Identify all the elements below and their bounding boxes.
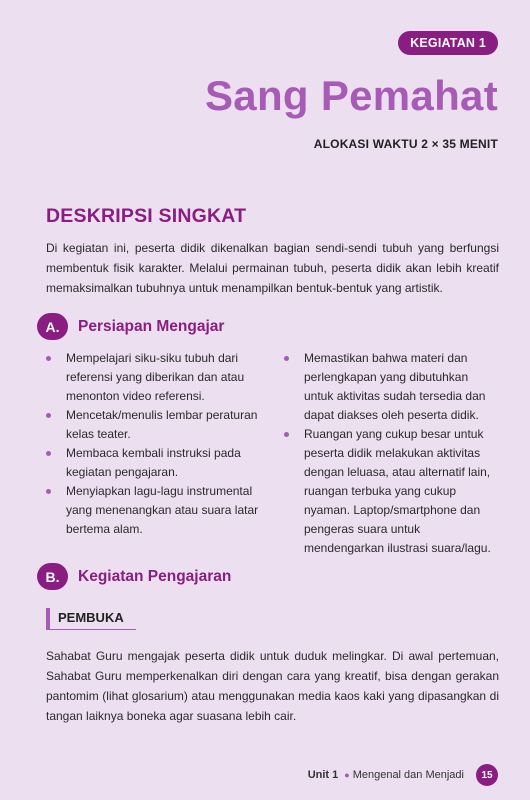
time-allocation: ALOKASI WAKTU 2 × 35 MENIT	[313, 137, 498, 151]
list-item: Menyiapkan lagu-lagu instrumental yang menenangkan atau suara latar bertema alam.	[44, 482, 266, 539]
opening-subheading: PEMBUKA	[46, 608, 136, 630]
preparation-list-left	[44, 349, 266, 539]
section-a-marker: A.	[37, 313, 68, 340]
section-a-header	[37, 313, 224, 340]
footer-unit: Unit 1	[307, 769, 339, 781]
list-item: Membaca kembali instruksi pada kegiatan pengajaran.	[44, 444, 266, 482]
list-item: Mempelajari siku-siku tubuh dari referensi yang diberikan dan atau menonton video referensi.	[44, 349, 266, 406]
preparation-list-right	[282, 349, 500, 558]
section-b-title: Kegiatan Pengajaran	[78, 567, 232, 585]
activity-badge: KEGIATAN 1	[398, 31, 498, 55]
list-item: Ruangan yang cukup besar untuk peserta didik melakukan aktivitas dengan leluasa, atau alternatif lain, ruangan terbuka yang cukup nyaman. Laptop/smartphone dan pengeras suara untuk mendengarkan ilustrasi suara/lagu.	[282, 425, 500, 558]
section-b-marker: B.	[37, 563, 68, 590]
footer-unit-title: Mengenal dan Menjadi	[352, 769, 464, 781]
section-a-title: Persiapan Mengajar	[78, 317, 225, 335]
footer-dot-icon: ●	[344, 770, 350, 780]
section-b-header	[37, 563, 231, 590]
page-number: 15	[476, 764, 498, 786]
list-item: Mencetak/menulis lembar peraturan kelas teater.	[44, 406, 266, 444]
opening-text: Sahabat Guru mengajak peserta didik untuk duduk melingkar. Di awal pertemuan, Sahabat Guru memperkenalkan diri dengan cara yang kreatif, bisa dengan gerakan pantomim (lihat glosarium) atau menggunakan media kaos kaki yang dipasangkan di tangan laiknya boneka agar suasana lebih cair.	[46, 649, 499, 723]
description-text: Di kegiatan ini, peserta didik dikenalkan bagian sendi-sendi tubuh yang berfungsi membentuk fisik karakter. Melalui permainan tubuh, peserta didik akan lebih kreatif memaksimalkan tubuhnya untuk menampilkan bentuk-bentuk yang artistik.	[46, 241, 499, 295]
list-item: Memastikan bahwa materi dan perlengkapan yang dibutuhkan untuk aktivitas sudah tersedia dan dapat diakses oleh peserta didik.	[282, 349, 500, 425]
page-title: Sang Pemahat	[204, 72, 498, 119]
description-heading: DESKRIPSI SINGKAT	[46, 205, 247, 227]
page-footer	[308, 764, 498, 786]
